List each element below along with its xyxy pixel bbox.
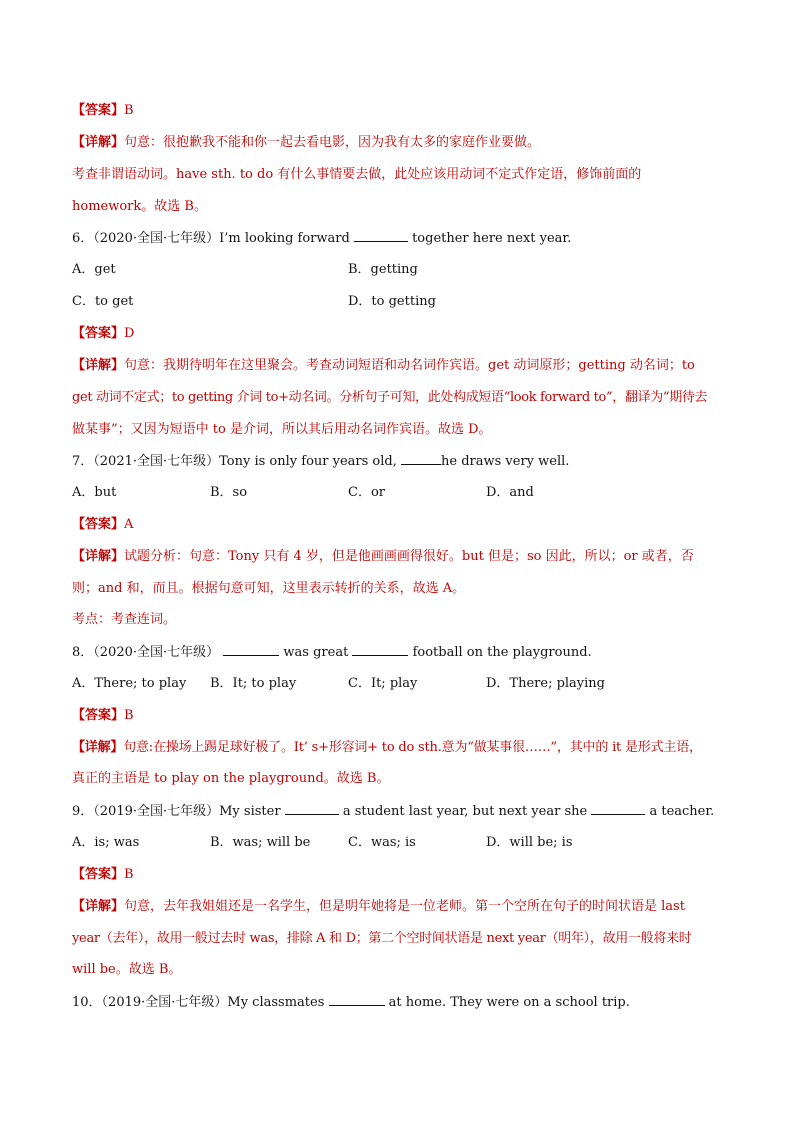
detail-label: 【详解】 <box>72 135 125 150</box>
q6-stem <box>72 229 732 248</box>
stem-text: 10．（2019·全国·七年级）My classmates <box>72 995 325 1010</box>
answer-label: 【答案】 <box>72 517 125 532</box>
q6-option-a: A．get <box>72 262 116 277</box>
q5-detail-line-2: 考查非谓语动词。have sth. to do 有什么事情要去做，此处应该用动词不定式作定语，修饰前面的 <box>72 167 642 182</box>
detail-text: 句意：很抱歉我不能和你一起去看电影，因为我有太多的家庭作业要做。 <box>124 135 541 150</box>
answer-blank <box>285 802 339 815</box>
answer-value: D <box>124 326 135 341</box>
answer-label: 【答案】 <box>72 708 125 723</box>
q9-stem <box>72 802 732 821</box>
q6-detail-line-1 <box>72 357 732 375</box>
q6-option-b: B．getting <box>348 262 418 277</box>
answer-blank <box>223 643 279 656</box>
detail-label: 【详解】 <box>72 740 124 755</box>
q9-detail-line-3: will be。故选 B。 <box>72 962 182 977</box>
detail-label: 【详解】 <box>72 899 125 914</box>
q9-option-c: C．was; is <box>348 835 416 850</box>
detail-label: 【详解】 <box>72 358 125 373</box>
q8-detail-line-1 <box>72 739 732 757</box>
q5-answer-line <box>72 102 732 120</box>
q8-detail-line-2: 真正的主语是 to play on the playground。故选 B。 <box>72 771 390 786</box>
answer-label: 【答案】 <box>72 326 125 341</box>
detail-text: 句意，去年我姐姐还是一名学生，但是明年她将是一位老师。第一个空所在句子的时间状语是 last <box>124 899 685 914</box>
detail-text: 句意：我期待明年在这里聚会。考查动词短语和动名词作宾语。get 动词原形；getting 动名词；to <box>124 358 695 373</box>
q6-option-d: D．to getting <box>348 294 436 309</box>
q6-option-c: C．to get <box>72 294 134 309</box>
stem-text: 7．（2021·全国·七年级）Tony is only four years old, <box>72 454 397 469</box>
q6-detail-line-2: get 动词不定式；to getting 介词 to+动名词。分析句子可知，此处构成短语“look forward to”，翻译为“期待去 <box>72 390 708 405</box>
q7-detail-line-3: 考点：考查连词。 <box>72 612 177 627</box>
stem-text: at home. They were on a school trip. <box>388 995 630 1010</box>
q8-option-c: C．It; play <box>348 676 418 691</box>
q7-option-d: D．and <box>486 485 534 500</box>
q9-answer-line <box>72 866 732 884</box>
stem-text: 9．（2019·全国·七年级）My sister <box>72 804 281 819</box>
q7-option-c: C．or <box>348 485 385 500</box>
q7-detail-line-2: 则；and 和，而且。根据句意可知，这里表示转折的关系，故选 A。 <box>72 581 466 596</box>
q9-option-d: D．will be; is <box>486 835 573 850</box>
detail-text: 句意:在操场上踢足球好极了。It’ s+形容词+ to do sth.意为“做某事很……”，其中的 it 是形式主语， <box>123 740 702 755</box>
q8-option-d: D．There; playing <box>486 676 606 691</box>
answer-value: B <box>124 103 134 118</box>
q6-answer-line <box>72 325 732 343</box>
q9-option-a: A．is; was <box>72 835 140 850</box>
q8-answer-line <box>72 707 732 725</box>
detail-text: 试题分析：句意：Tony 只有 4 岁，但是他画画画得很好。but 但是；so 因此，所以；or 或者，否 <box>124 549 694 564</box>
q7-option-b: B．so <box>210 485 248 500</box>
q7-stem <box>72 452 732 471</box>
stem-text: a student last year, but next year she <box>342 804 588 819</box>
q5-detail-line-3: homework。故选 B。 <box>72 199 207 214</box>
q6-detail-line-3: 做某事”；又因为短语中 to 是介词，所以其后用动名词作宾语。故选 D。 <box>72 422 492 437</box>
stem-text: together here next year. <box>412 231 572 246</box>
answer-blank <box>352 643 408 656</box>
q8-stem <box>72 643 732 662</box>
answer-value: A <box>124 517 134 532</box>
q9-detail-line-1 <box>72 898 732 916</box>
q8-option-b: B．It; to play <box>210 676 297 691</box>
q7-answer-line <box>72 516 732 534</box>
detail-label: 【详解】 <box>72 549 125 564</box>
q5-detail-line-1 <box>72 134 732 152</box>
q8-option-a: A．There; to play <box>72 676 187 691</box>
answer-label: 【答案】 <box>72 103 125 118</box>
answer-blank <box>401 452 441 465</box>
q7-detail-line-1 <box>72 548 732 566</box>
answer-value: B <box>124 867 134 882</box>
answer-value: B <box>124 708 134 723</box>
q10-stem <box>72 993 732 1012</box>
stem-text: 8．（2020·全国·七年级） <box>72 645 220 660</box>
stem-text: he draws very well. <box>441 454 570 469</box>
stem-text: a teacher. <box>649 804 715 819</box>
answer-blank <box>354 229 408 242</box>
q9-detail-line-2: year（去年），故用一般过去时 was，排除 A 和 D；第二个空时间状语是 next year（明年），故用一般将来时 <box>72 931 692 946</box>
stem-text: football on the playground. <box>412 645 592 660</box>
answer-label: 【答案】 <box>72 867 125 882</box>
answer-blank <box>591 802 645 815</box>
q7-option-a: A．but <box>72 485 117 500</box>
stem-text: 6．（2020·全国·七年级）I’m looking forward <box>72 231 350 246</box>
stem-text: was great <box>283 645 349 660</box>
answer-blank <box>329 993 385 1006</box>
q9-option-b: B．was; will be <box>210 835 311 850</box>
